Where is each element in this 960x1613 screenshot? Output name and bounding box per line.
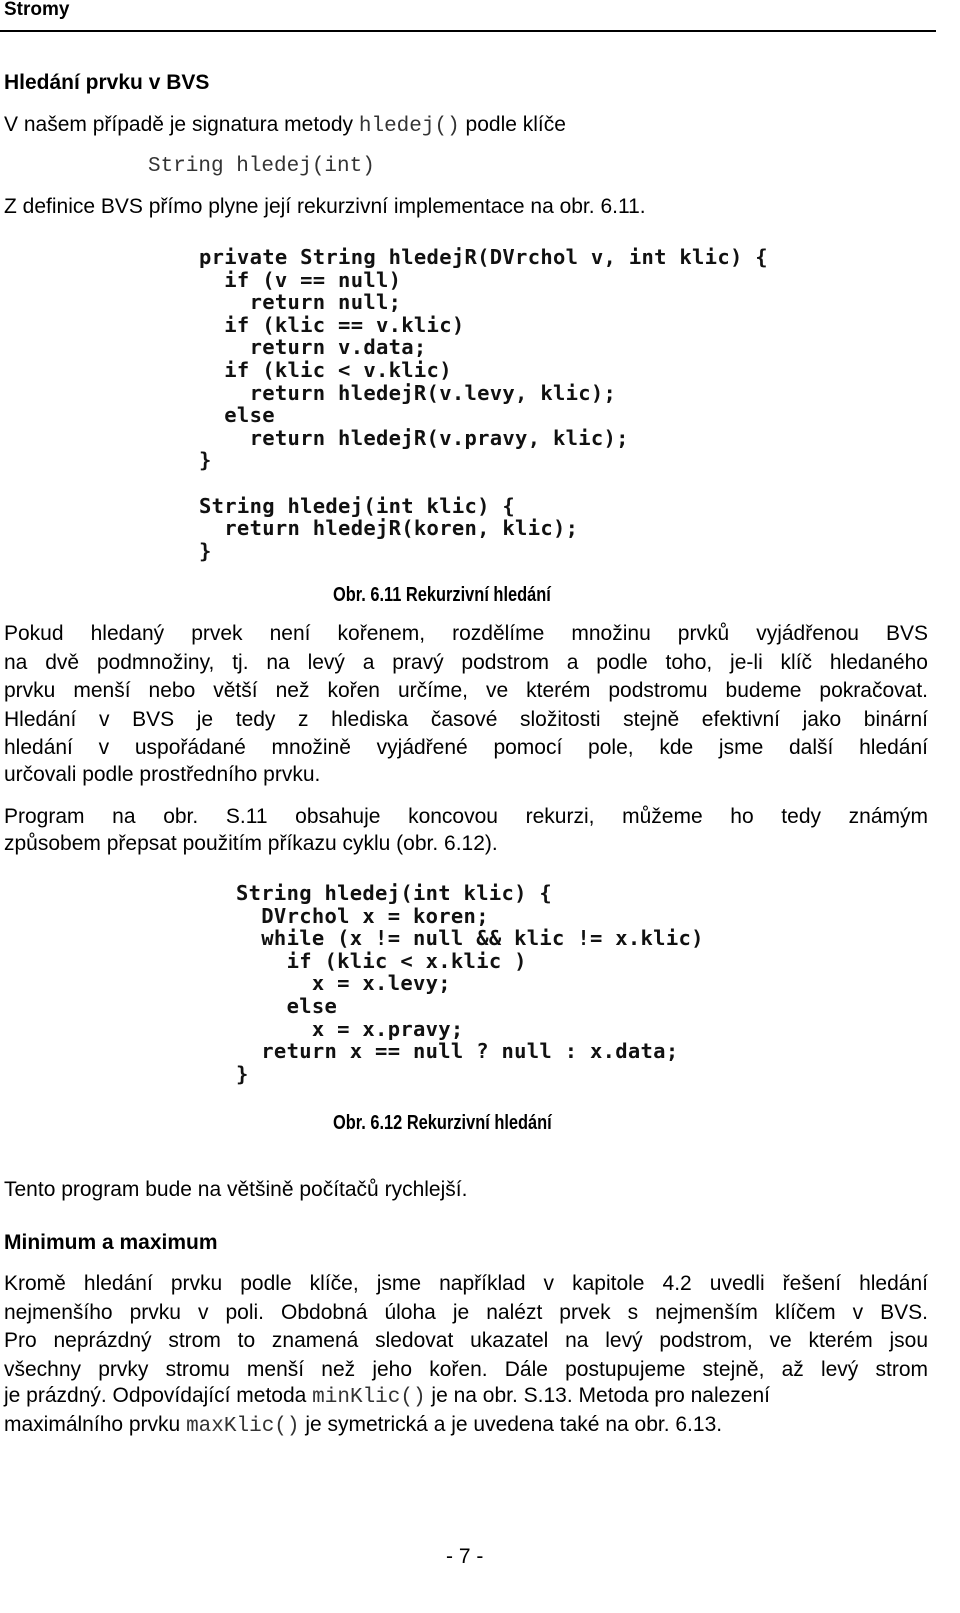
paragraph-line: určovali podle prostředního prvku. xyxy=(4,762,321,786)
paragraph-line: Pokud hledaný prvek není kořenem, rozdělíme množinu prvků vyjádřenou BVS xyxy=(4,622,928,645)
paragraph-line-maxklic xyxy=(4,1413,722,1438)
paragraph-line: prvku menší nebo větší než kořen určíme, ve kterém podstromu budeme pokračovat. xyxy=(4,679,928,702)
text-fragment: maximálního prvku xyxy=(4,1413,187,1436)
figure-caption-6-12: Obr. 6.12 Rekurzivní hledání xyxy=(333,1112,552,1134)
figure-caption-6-11: Obr. 6.11 Rekurzivní hledání xyxy=(333,584,551,606)
text-fragment: je symetrická a je uvedena také na obr. 6.13. xyxy=(299,1413,723,1436)
code-listing-recursive: private String hledejR(DVrchol v, int klic) { if (v == null) return null; if (klic == v.klic) return v.data; if (klic < v.klic) return hledejR(v.levy, klic); else return hledejR(v.pravy, klic); } String hledej(int klic) { return hledejR(koren, klic); } xyxy=(199,245,768,563)
paragraph-line: Kromě hledání prvku podle klíče, jsme například v kapitole 4.2 uvedli řešení hledání xyxy=(4,1272,928,1295)
text-fragment: je prázdný. Odpovídající metoda xyxy=(4,1384,313,1407)
paragraph-line: Program na obr. S.11 obsahuje koncovou rekurzi, můžeme ho tedy známým xyxy=(4,805,928,828)
header-title: Stromy xyxy=(4,0,70,20)
paragraph-line: na dvě podmnožiny, tj. na levý a pravý podstrom a podle toho, je-li klíč hledaného xyxy=(4,650,928,674)
code-minklic: minKlic() xyxy=(312,1386,426,1409)
paragraph-line-minklic xyxy=(4,1384,770,1409)
page-number: - 7 - xyxy=(446,1545,484,1568)
intro-code: hledej() xyxy=(358,115,460,138)
paragraph-line: všechny prvky stromu menší než jeho kořen. Dále postupujeme stejně, až levý strom xyxy=(4,1357,928,1381)
definition-line: Z definice BVS přímo plyne její rekurzivní implementace na obr. 6.11. xyxy=(4,195,646,218)
page-header xyxy=(0,0,936,32)
intro-line xyxy=(4,113,566,138)
section-heading-search: Hledání prvku v BVS xyxy=(4,71,210,94)
intro-text-post: podle klíče xyxy=(459,113,566,136)
paragraph-line: nejmenšího prvku v poli. Obdobná úloha je nalézt prvek s nejmenším klíčem v BVS. xyxy=(4,1300,928,1324)
paragraph-line: způsobem přepsat použitím příkazu cyklu (obr. 6.12). xyxy=(4,831,498,855)
intro-text-pre: V našem případě je signatura metody xyxy=(4,113,359,136)
method-signature: String hledej(int) xyxy=(148,155,375,178)
code-maxklic: maxKlic() xyxy=(186,1415,300,1438)
paragraph-line: Hledání v BVS je tedy z hlediska časové složitosti stejně efektivní jako binární xyxy=(4,707,928,731)
code-listing-iterative: String hledej(int klic) { DVrchol x = koren; while (x != null && klic != x.klic) if (klic < x.klic ) x = x.levy; else x = x.pravy; return x == null ? null : x.data; } xyxy=(236,881,704,1086)
text-fragment: je na obr. S.13. Metoda pro nalezení xyxy=(425,1384,770,1407)
faster-note: Tento program bude na většině počítačů rychlejší. xyxy=(4,1178,468,1201)
paragraph-line: hledání v uspořádané množině vyjádřené pomocí pole, kde jsme další hledání xyxy=(4,736,928,759)
section-heading-minmax: Minimum a maximum xyxy=(4,1231,218,1254)
paragraph-line: Pro neprázdný strom to znamená sledovat ukazatel na levý podstrom, ve kterém jsou xyxy=(4,1329,928,1352)
